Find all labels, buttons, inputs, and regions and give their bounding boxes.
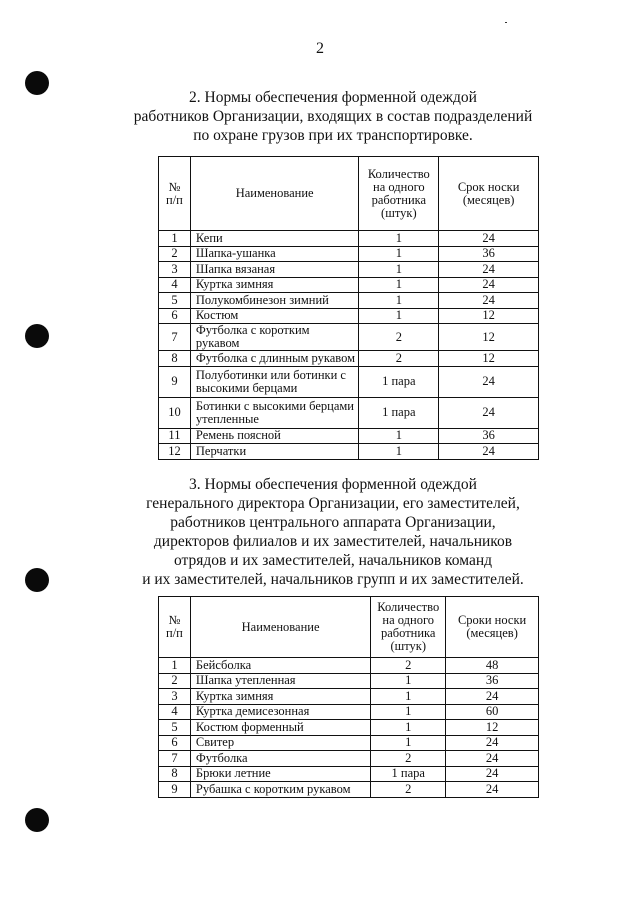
- cell-term: 24: [439, 444, 539, 460]
- cell-term: 24: [439, 277, 539, 293]
- cell-term: 24: [439, 262, 539, 278]
- heading-line: 3. Нормы обеспечения форменной одеждой: [189, 476, 477, 493]
- cell-qty: 1: [359, 262, 439, 278]
- table-row: [159, 766, 539, 782]
- cell-name: Ботинки с высокими берцами утепленные: [190, 397, 358, 428]
- table-header-row: [159, 597, 539, 658]
- cell-name: Куртка демисезонная: [190, 704, 370, 720]
- table-row: [159, 366, 539, 397]
- cell-name: Кепи: [190, 231, 358, 247]
- cell-num: 2: [159, 246, 191, 262]
- cell-qty: 1: [371, 720, 446, 736]
- cell-name: Футболка: [190, 751, 370, 767]
- cell-num: 3: [159, 689, 191, 705]
- cell-num: 10: [159, 397, 191, 428]
- table-row: [159, 444, 539, 460]
- cell-name: Брюки летние: [190, 766, 370, 782]
- header-qty: Количество на одного работника (штук): [371, 597, 446, 658]
- header-name: Наименование: [190, 157, 358, 231]
- table-row: [159, 782, 539, 798]
- section-3-table: [158, 596, 539, 798]
- table-row: [159, 397, 539, 428]
- cell-name: Куртка зимняя: [190, 277, 358, 293]
- cell-qty: 1: [359, 293, 439, 309]
- heading-line: по охране грузов при их транспортировке.: [193, 127, 473, 144]
- section-2-table: [158, 156, 539, 460]
- cell-term: 24: [439, 366, 539, 397]
- header-term: Сроки носки (месяцев): [446, 597, 539, 658]
- cell-num: 9: [159, 782, 191, 798]
- cell-qty: 1 пара: [371, 766, 446, 782]
- punch-hole: [25, 324, 49, 348]
- cell-qty: 2: [371, 751, 446, 767]
- cell-num: 1: [159, 658, 191, 674]
- cell-term: 36: [446, 673, 539, 689]
- cell-num: 6: [159, 735, 191, 751]
- cell-qty: 2: [359, 324, 439, 351]
- cell-num: 3: [159, 262, 191, 278]
- cell-qty: 2: [359, 351, 439, 367]
- cell-qty: 1: [359, 428, 439, 444]
- cell-num: 7: [159, 751, 191, 767]
- header-name: Наименование: [190, 597, 370, 658]
- header-qty: Количество на одного работника (штук): [359, 157, 439, 231]
- cell-qty: 1: [359, 231, 439, 247]
- cell-term: 24: [446, 751, 539, 767]
- cell-qty: 2: [371, 782, 446, 798]
- cell-qty: 1: [359, 246, 439, 262]
- cell-term: 12: [439, 351, 539, 367]
- table-row: [159, 351, 539, 367]
- table-row: [159, 277, 539, 293]
- cell-term: 24: [446, 689, 539, 705]
- cell-name: Футболка с коротким рукавом: [190, 324, 358, 351]
- cell-qty: 1 пара: [359, 397, 439, 428]
- table-header-row: [159, 157, 539, 231]
- cell-qty: 1: [371, 689, 446, 705]
- cell-qty: 1: [371, 673, 446, 689]
- cell-name: Ремень поясной: [190, 428, 358, 444]
- cell-term: 24: [446, 766, 539, 782]
- scan-speck: [505, 22, 507, 23]
- cell-num: 7: [159, 324, 191, 351]
- cell-name: Шапка утепленная: [190, 673, 370, 689]
- cell-num: 2: [159, 673, 191, 689]
- cell-term: 24: [446, 782, 539, 798]
- cell-num: 1: [159, 231, 191, 247]
- header-num: № п/п: [159, 157, 191, 231]
- table-row: [159, 689, 539, 705]
- cell-name: Футболка с длинным рукавом: [190, 351, 358, 367]
- table-row: [159, 735, 539, 751]
- table-row: [159, 673, 539, 689]
- header-num: № п/п: [159, 597, 191, 658]
- cell-qty: 1 пара: [359, 366, 439, 397]
- cell-name: Шапка-ушанка: [190, 246, 358, 262]
- page-number: 2: [316, 40, 324, 57]
- cell-term: 36: [439, 246, 539, 262]
- cell-qty: 1: [359, 277, 439, 293]
- table-row: [159, 324, 539, 351]
- cell-term: 12: [439, 324, 539, 351]
- section-2-heading: [0, 88, 640, 145]
- cell-num: 8: [159, 351, 191, 367]
- table-row: [159, 262, 539, 278]
- cell-name: Свитер: [190, 735, 370, 751]
- section-3-heading: [0, 475, 640, 589]
- cell-num: 4: [159, 704, 191, 720]
- cell-term: 48: [446, 658, 539, 674]
- cell-term: 24: [439, 231, 539, 247]
- cell-num: 11: [159, 428, 191, 444]
- cell-num: 6: [159, 308, 191, 324]
- table-row: [159, 704, 539, 720]
- table-row: [159, 308, 539, 324]
- cell-term: 24: [446, 735, 539, 751]
- heading-line: работников центрального аппарата Организации,: [170, 514, 496, 531]
- table-row: [159, 658, 539, 674]
- heading-line: и их заместителей, начальников групп и их заместителей.: [142, 571, 524, 588]
- cell-name: Бейсболка: [190, 658, 370, 674]
- table-row: [159, 231, 539, 247]
- heading-line: 2. Нормы обеспечения форменной одеждой: [189, 89, 477, 106]
- punch-hole: [25, 808, 49, 832]
- cell-name: Перчатки: [190, 444, 358, 460]
- cell-term: 60: [446, 704, 539, 720]
- cell-qty: 1: [359, 444, 439, 460]
- cell-term: 24: [439, 397, 539, 428]
- heading-line: директоров филиалов и их заместителей, начальников: [153, 533, 513, 550]
- cell-name: Полуботинки или ботинки с высокими берцами: [190, 366, 358, 397]
- cell-term: 24: [439, 293, 539, 309]
- cell-num: 5: [159, 720, 191, 736]
- cell-term: 12: [446, 720, 539, 736]
- header-term: Срок носки (месяцев): [439, 157, 539, 231]
- heading-line: работников Организации, входящих в состав подразделений: [133, 108, 533, 125]
- cell-num: 9: [159, 366, 191, 397]
- cell-num: 5: [159, 293, 191, 309]
- cell-name: Шапка вязаная: [190, 262, 358, 278]
- table-row: [159, 246, 539, 262]
- cell-term: 12: [439, 308, 539, 324]
- cell-name: Куртка зимняя: [190, 689, 370, 705]
- table-row: [159, 720, 539, 736]
- cell-name: Костюм форменный: [190, 720, 370, 736]
- heading-line: генерального директора Организации, его заместителей,: [146, 495, 520, 512]
- cell-name: Рубашка с коротким рукавом: [190, 782, 370, 798]
- cell-qty: 2: [371, 658, 446, 674]
- table-row: [159, 293, 539, 309]
- heading-line: отрядов и их заместителей, начальников команд: [173, 552, 493, 569]
- cell-qty: 1: [371, 735, 446, 751]
- table-row: [159, 428, 539, 444]
- cell-num: 8: [159, 766, 191, 782]
- cell-num: 12: [159, 444, 191, 460]
- cell-name: Полукомбинезон зимний: [190, 293, 358, 309]
- table-row: [159, 751, 539, 767]
- cell-term: 36: [439, 428, 539, 444]
- cell-num: 4: [159, 277, 191, 293]
- cell-name: Костюм: [190, 308, 358, 324]
- cell-qty: 1: [359, 308, 439, 324]
- cell-qty: 1: [371, 704, 446, 720]
